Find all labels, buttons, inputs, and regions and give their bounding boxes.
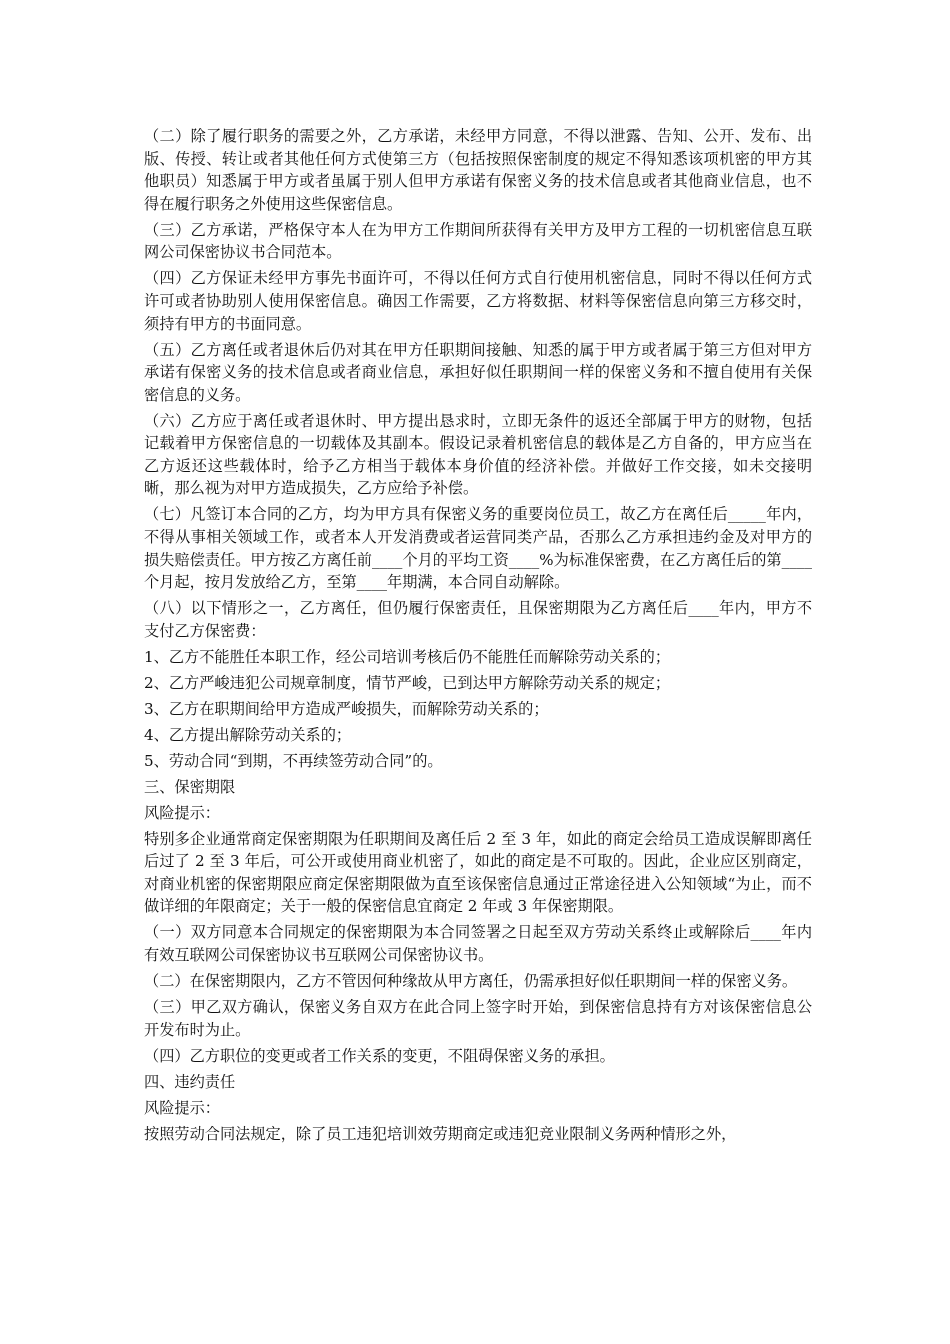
paragraph-8-situations: （八）以下情形之一，乙方离任，但仍履行保密责任，且保密期限为乙方离任后____年内，甲方不支付乙方保密费： [144,599,812,640]
section-heading-4: 四、违约责任 [144,1072,236,1091]
risk-notice-label-2: 风险提示： [144,1098,220,1117]
risk-notice-label: 风险提示： [144,803,220,822]
paragraph-5-after-leaving: （五）乙方离任或者退休后仍对其在甲方任职期间接触、知悉的属于甲方或者属于第三方但对甲方承诺有保密义务的技术信息或者商业信息，承担好似任职期间一样的保密义务和不擅自使用有关保密信息的义务。 [144,340,812,404]
risk-notice-text-2: 按照劳动合同法规定，除了员工违犯培训效劳期商定或违犯竞业限制义务两种情形之外， [144,1124,737,1143]
list-item-5: 5、劳动合同“到期，不再续签劳动合同”的。 [144,751,443,770]
list-item-3: 3、乙方在职期间给甲方造成严峻损失，而解除劳动关系的； [144,699,549,718]
section-heading-3: 三、保密期限 [144,777,236,796]
period-clause-4: （四）乙方职位的变更或者工作关系的变更，不阻碍保密义务的承担。 [144,1046,615,1065]
document-page [144,125,812,1149]
period-clause-3: （三）甲乙双方确认，保密义务自双方在此合同上签字时开始，到保密信息持有方对该保密信息公开发布时为止。 [144,998,812,1039]
paragraph-4-permission: （四）乙方保证未经甲方事先书面许可，不得以任何方式自行使用机密信息，同时不得以任何方式许可或者协助别人使用保密信息。确因工作需要，乙方将数据、材料等保密信息向第三方移交时，须持有甲方的书面同意。 [144,269,812,333]
paragraph-3-confidentiality: （三）乙方承诺，严格保守本人在为甲方工作期间所获得有关甲方及甲方工程的一切机密信息互联网公司保密协议书合同范本。 [144,220,812,262]
paragraph-7-key-staff: （七）凡签订本合同的乙方，均为甲方具有保密义务的重要岗位员工，故乙方在离任后_____年内，不得从事相关领域工作，或者本人开发消费或者运营同类产品，否那么乙方承担违约金及对甲方的损失赔偿责任。甲方按乙方离任前____个月的平均工资____%为标准保密费，在乙方离任后的第____个月起，按月发放给乙方，至第____年期满，本合同自动解除。 [144,505,812,592]
period-clause-2: （二）在保密期限内，乙方不管因何种缘故从甲方离任，仍需承担好似任职期间一样的保密义务。 [144,972,798,991]
paragraph-2-disclosure: （二）除了履行职务的需要之外，乙方承诺，未经甲方同意，不得以泄露、告知、公开、发布、出版、传授、转让或者其他任何方式使第三方（包括按照保密制度的规定不得知悉该项机密的甲方其他职员）知悉属于甲方或者虽属于别人但甲方承诺有保密义务的技术信息或者其他商业信息，也不得在履行职务之外使用这些保密信息。 [144,127,812,213]
period-clause-1: （一）双方同意本合同规定的保密期限为本合同签署之日起至双方劳动关系终止或解除后____年内有效互联网公司保密协议书互联网公司保密协议书。 [144,923,812,965]
list-item-4: 4、乙方提出解除劳动关系的； [144,725,352,744]
paragraph-6-return-property: （六）乙方应于离任或者退休时、甲方提出恳求时，立即无条件的返还全部属于甲方的财物，包括记载着甲方保密信息的一切载体及其副本。假设记录着机密信息的载体是乙方自备的，甲方应当在乙方返还这些载体时，给予乙方相当于载体本身价值的经济补偿。并做好工作交接，如未交接明晰，那么视为对甲方造成损失，乙方应给予补偿。 [144,411,812,498]
list-item-1: 1、乙方不能胜任本职工作，经公司培训考核后仍不能胜任而解除劳动关系的； [144,647,671,666]
list-item-2: 2、乙方严峻违犯公司规章制度，情节严峻，已到达甲方解除劳动关系的规定； [144,673,671,692]
risk-notice-text: 特别多企业通常商定保密期限为任职期间及离任后 2 至 3 年，如此的商定会给员工造成误解即离任后过了 2 至 3 年后，可公开或使用商业机密了，如此的商定是不可取的。因此，企业应区别商定，对商业机密的保密期限应商定保密期限做为直至该保密信息通过正常途径进入公知领域“为止，而不做详细的年限商定；关于一般的保密信息宜商定 2 年或 3 年保密期限。 [144,829,812,916]
